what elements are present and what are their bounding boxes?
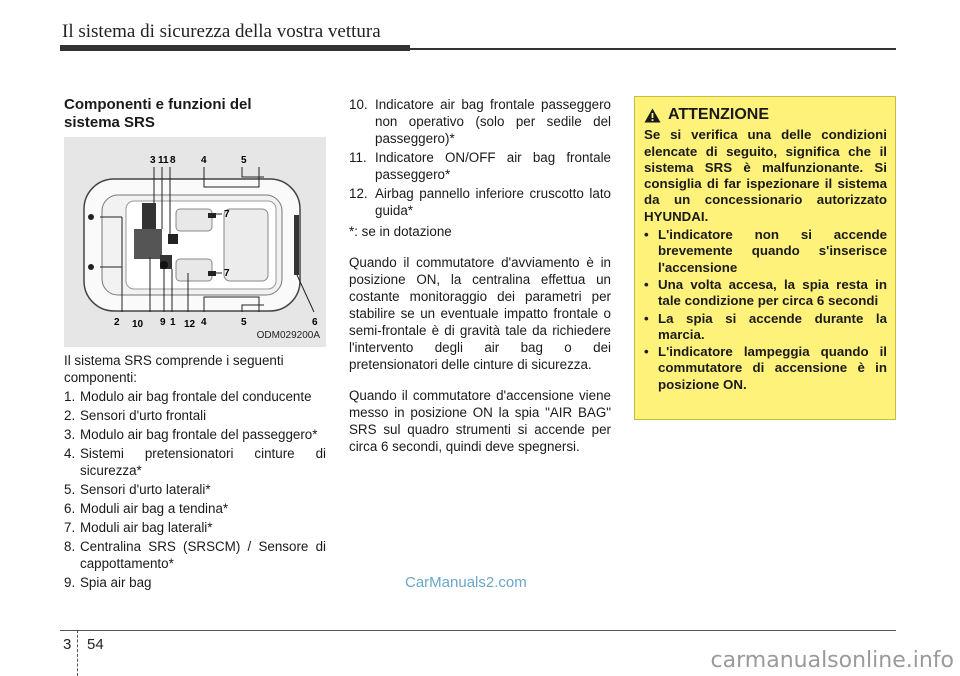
list-item: • L'indicatore lampeggia quando il commutatore di accensione è in posizione ON. <box>644 344 887 392</box>
list-item: 1. Modulo air bag frontale del conducente <box>64 389 312 404</box>
list-item: 2. Sensori d'urto frontali <box>64 408 207 423</box>
callout-6: 6 <box>312 317 318 328</box>
warning-bullets <box>644 227 887 393</box>
list-item: 12. Airbag pannello inferiore cruscotto lato guida* <box>349 186 611 218</box>
callout-2: 2 <box>114 317 120 328</box>
callout-4-bottom: 4 <box>201 317 207 328</box>
list-item: 8. Centralina SRS (SRSCM) / Sensore di cappottamento* <box>64 539 326 571</box>
callout-11: 11 <box>158 155 169 166</box>
car-topview-illustration <box>64 137 326 347</box>
callout-7-bottom: 7 <box>224 268 230 279</box>
warning-box <box>634 96 896 420</box>
list-item: 7. Moduli air bag laterali* <box>64 520 213 535</box>
bullet-icon: • <box>644 310 649 326</box>
warning-title: ATTENZIONE <box>668 106 770 123</box>
components-list-a <box>64 388 326 591</box>
list-item: 10. Indicatore air bag frontale passeggero non operativo (solo per sedile del passeggero)* <box>349 97 611 146</box>
warning-intro: Se si verifica una delle condizioni elencate di seguito, significa che il sistema SRS è malfunzionante. Si consiglia di far ispezionare il sistema da un concessionario autorizzato HYUNDAI. <box>644 127 887 224</box>
callout-1: 1 <box>170 317 176 328</box>
list-item: • L'indicatore non si accende brevemente quando s'inserisce l'accensione <box>644 227 887 275</box>
figure-code: ODM029200A <box>256 330 320 341</box>
middle-column <box>349 96 611 455</box>
callout-3: 3 <box>150 155 156 166</box>
intro-text: Il sistema SRS comprende i seguenti componenti: <box>64 353 284 385</box>
section-title: Componenti e funzioni del sistema SRS <box>64 96 252 131</box>
section-number: 3 <box>63 636 72 653</box>
bullet-icon: • <box>644 227 649 243</box>
callout-5-top: 5 <box>241 155 247 166</box>
components-list-b <box>349 96 611 219</box>
warning-triangle-icon <box>644 108 661 123</box>
list-item: 5. Sensori d'urto laterali* <box>64 482 211 497</box>
footer-rule <box>60 630 896 631</box>
list-item: 9. Spia air bag <box>64 575 152 590</box>
header-rule-thick <box>60 45 410 51</box>
paragraph-monitoring: Quando il commutatore d'avviamento è in posizione ON, la centralina effettua un costante monitoraggio dei parametri per stabilire se un eventuale impatto frontale o semi-frontale è di gravità tale da richiedere l'intervento degli air bag o dei pretensionatori delle cinture di sicurezza. <box>349 255 611 372</box>
callout-10: 10 <box>132 319 144 330</box>
bullet-icon: • <box>644 344 649 360</box>
list-item: 4. Sistemi pretensionatori cinture di sicurezza* <box>64 446 326 478</box>
left-column <box>64 352 326 593</box>
list-item: 3. Modulo air bag frontale del passeggero* <box>64 427 318 442</box>
list-item: 6. Moduli air bag a tendina* <box>64 501 229 516</box>
callout-8: 8 <box>170 155 176 166</box>
list-item: 11. Indicatore ON/OFF air bag frontale passeggero* <box>349 150 611 182</box>
callout-5-bottom: 5 <box>241 317 247 328</box>
list-item: • Una volta accesa, la spia resta in tale condizione per circa 6 secondi <box>644 276 887 309</box>
header-rule-thin <box>410 48 896 50</box>
page-header-title: Il sistema di sicurezza della vostra vettura <box>62 21 381 42</box>
callout-12: 12 <box>184 319 196 330</box>
callout-4-top: 4 <box>201 155 207 166</box>
bullet-icon: • <box>644 276 649 292</box>
callout-7-top: 7 <box>224 209 230 220</box>
page-number: 54 <box>87 636 104 653</box>
warning-header <box>644 107 887 123</box>
callout-9: 9 <box>160 317 166 328</box>
list-item: • La spia si accende durante la marcia. <box>644 310 887 342</box>
footnote: *: se in dotazione <box>349 224 452 239</box>
paragraph-warning-light: Quando il commutatore d'accensione viene messo in posizione ON la spia "AIR BAG" SRS sul quadro strumenti si accende per circa 6 secondi, quindi deve spegnersi. <box>349 388 611 454</box>
car-srs-diagram <box>64 137 326 347</box>
footer-site-watermark[interactable]: carmanualsonline.info <box>710 648 954 673</box>
watermark-link[interactable]: CarManuals2.com <box>405 574 527 591</box>
page-number-divider <box>77 630 78 676</box>
